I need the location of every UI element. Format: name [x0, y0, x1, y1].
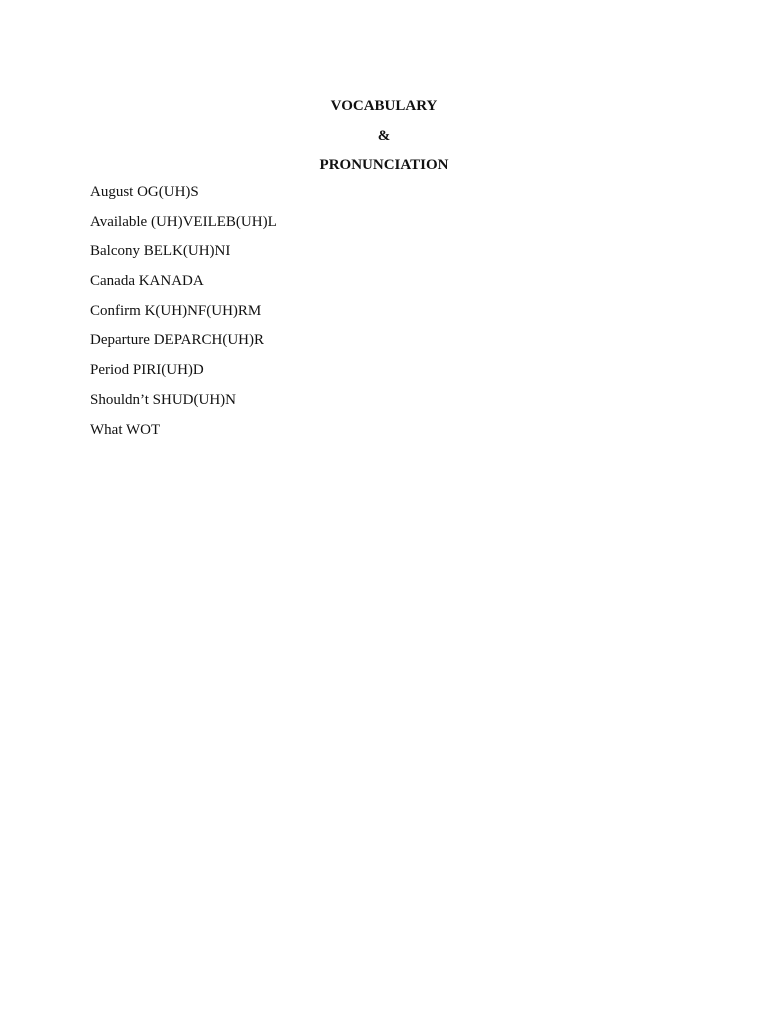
list-item: Balcony BELK(UH)NI: [90, 243, 231, 260]
vocabulary-list: [90, 178, 277, 445]
list-item: Period PIRI(UH)D: [90, 362, 204, 379]
title-line-vocabulary: VOCABULARY: [330, 98, 438, 114]
list-item: Canada KANADA: [90, 273, 204, 290]
title-line-pronunciation: PRONUNCIATION: [319, 157, 449, 173]
list-item: Confirm K(UH)NF(UH)RM: [90, 302, 262, 319]
document-title: [0, 92, 768, 181]
list-item: Shouldn’t SHUD(UH)N: [90, 391, 236, 408]
title-line-ampersand: &: [377, 127, 391, 144]
list-item: August OG(UH)S: [90, 184, 199, 200]
list-item: Available (UH)VEILEB(UH)L: [90, 213, 277, 230]
list-item: Departure DEPARCH(UH)R: [90, 332, 265, 349]
list-item: What WOT: [90, 421, 161, 438]
